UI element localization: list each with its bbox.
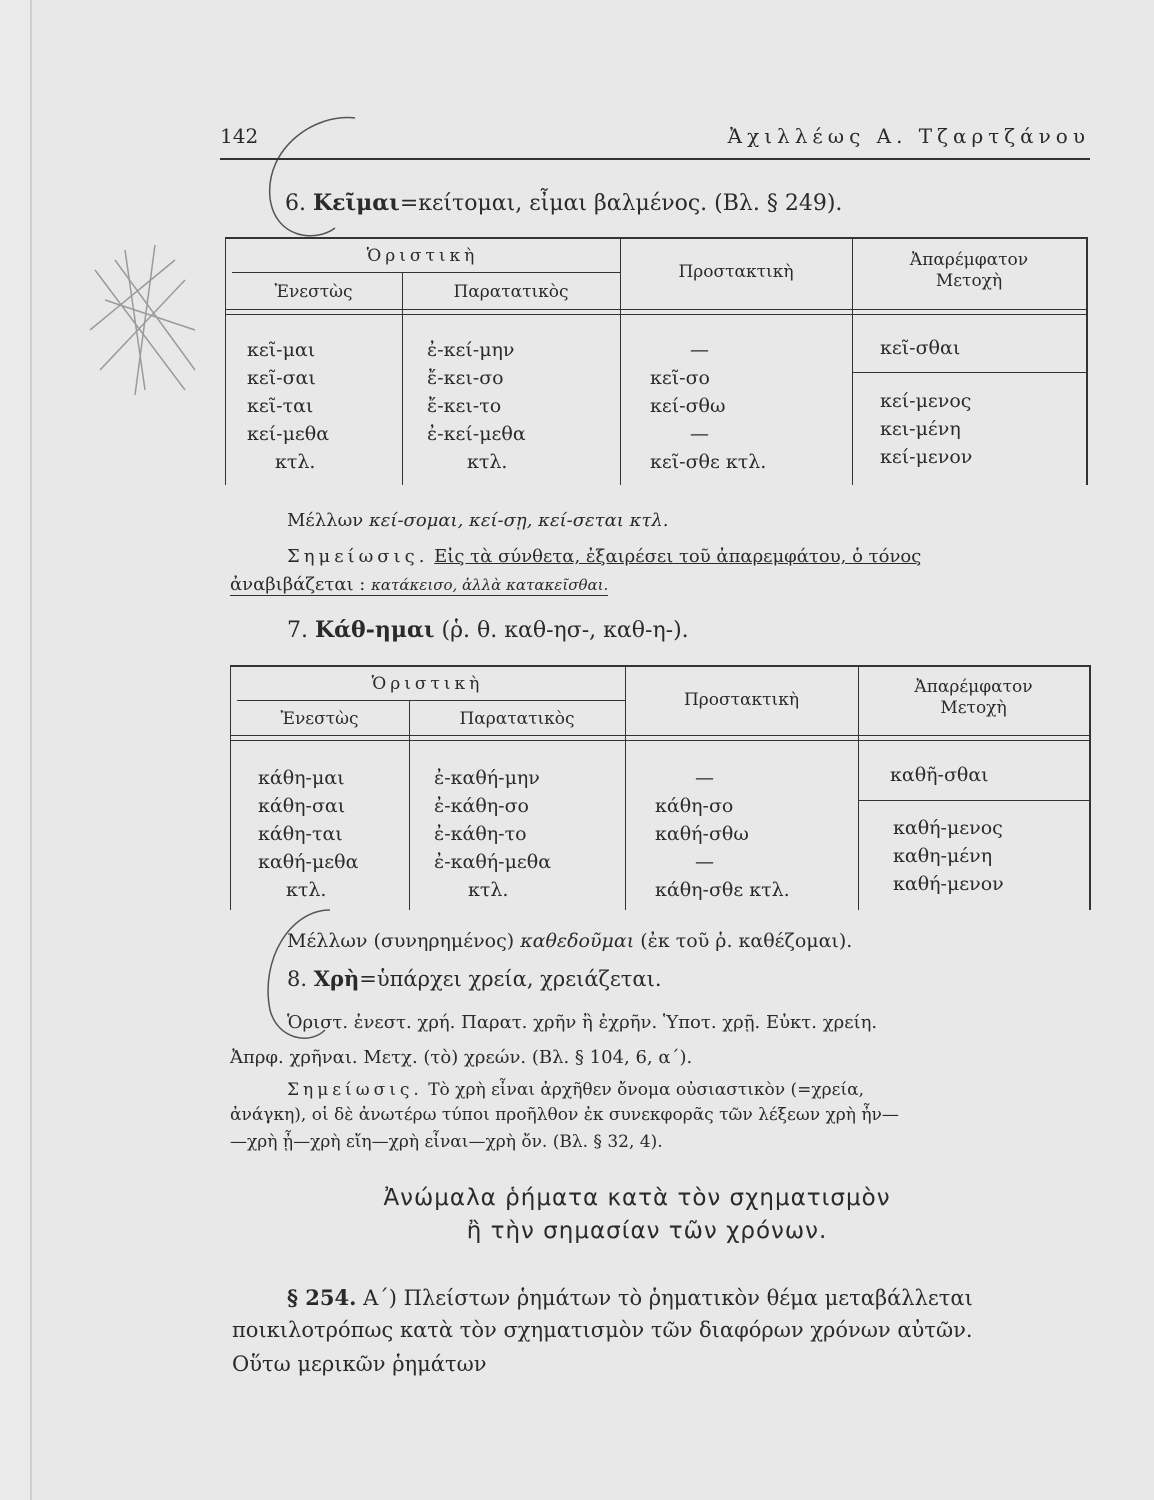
table2-imperative-column bbox=[655, 764, 790, 904]
verb-lemma: Κάθ-ημαι bbox=[315, 617, 435, 643]
verb-lemma: Χρὴ bbox=[313, 966, 360, 991]
table-cell: κεί-μενος bbox=[880, 390, 972, 412]
note-label: Σημείωσις. bbox=[287, 546, 429, 567]
table-cell: κεί-μεθα bbox=[247, 423, 330, 445]
table1-group-header: Ὁριστικὴ bbox=[366, 246, 479, 266]
note-label: Σημείωσις. bbox=[287, 1080, 423, 1100]
section-6-note bbox=[287, 546, 921, 567]
table-cell: κεῖ-σθε κτλ. bbox=[650, 451, 767, 473]
pencil-scribble bbox=[85, 240, 205, 400]
note-text: ἀναβιβάζεται : bbox=[230, 574, 366, 595]
table-cell: καθη-μένη bbox=[893, 845, 993, 867]
table-cell: κει-μένη bbox=[880, 418, 961, 440]
section-7-future bbox=[287, 930, 852, 952]
subheading-line1: Ἀνώμαλα ῥήματα κατὰ τὸν σχηματισμὸν bbox=[383, 1185, 891, 1211]
section-6-note-line2 bbox=[230, 574, 608, 596]
table-cell: — bbox=[695, 851, 714, 873]
table2-imperfect-column bbox=[434, 764, 551, 904]
future-label: Μέλλων bbox=[287, 930, 368, 952]
table1-col-infinitive: Ἀπαρέμφατον bbox=[909, 250, 1029, 270]
table1-infinitive-cell bbox=[880, 334, 960, 362]
future-tail: (ἐκ τοῦ ῥ. καθέζομαι). bbox=[640, 930, 853, 952]
section-8-note-line3: —χρὴ ᾖ—χρὴ εἴη—χρὴ εἶναι—χρὴ ὄν. (Βλ. § 32, 4). bbox=[230, 1132, 663, 1152]
table-cell: κτλ. bbox=[286, 879, 327, 901]
section-8-heading bbox=[287, 966, 662, 991]
table2-col-imperative: Προστακτικὴ bbox=[683, 690, 800, 710]
section-number: 6. bbox=[285, 191, 306, 216]
table1-imperative-column bbox=[650, 336, 766, 476]
table-cell: ἐ-καθή-μην bbox=[434, 767, 540, 789]
paragraph-text: Α΄) Πλείστων ῥημάτων τὸ ῥηματικὸν θέμα μεταβάλλεται bbox=[363, 1286, 973, 1310]
table1-participle-column bbox=[880, 387, 972, 471]
table-cell: κτλ. bbox=[275, 451, 316, 473]
table1-col-imperative: Προστακτικὴ bbox=[678, 262, 794, 282]
section-254-line2: ποικιλοτρόπως κατὰ τὸν σχηματισμὸν τῶν διαφόρων χρόνων αὐτῶν. bbox=[232, 1318, 973, 1342]
section-254-line3: Οὕτω μερικῶν ῥημάτων bbox=[232, 1352, 487, 1376]
future-label: Μέλλων bbox=[287, 510, 364, 531]
book-page bbox=[30, 0, 1154, 1500]
section-8-note bbox=[287, 1080, 864, 1100]
table2-participle-column bbox=[893, 814, 1004, 898]
table2-present-column bbox=[258, 764, 358, 904]
table2-col-present: Ἐνεστὼς bbox=[280, 709, 359, 729]
table-cell: κεῖ-σθαι bbox=[880, 337, 961, 359]
table-cell: ἔ-κει-σο bbox=[427, 367, 504, 389]
verb-lemma: Κεῖμαι bbox=[313, 190, 400, 216]
section-8-line1: Ὁριστ. ἐνεστ. χρή. Παρατ. χρῆν ἢ ἐχρῆν. Ὑποτ. χρῇ. Εὐκτ. χρείη. bbox=[287, 1012, 878, 1033]
table-cell: κεί-μενον bbox=[880, 446, 973, 468]
page-number: 142 bbox=[220, 124, 259, 148]
table2-infinitive-cell bbox=[890, 761, 989, 789]
table1-col-imperfect: Παρατατικὸς bbox=[453, 282, 569, 302]
section-6-future bbox=[287, 510, 668, 531]
section-8-line2: Ἀπρφ. χρῆναι. Μετχ. (τὸ) χρεών. (Βλ. § 104, 6, α΄). bbox=[230, 1047, 693, 1068]
table-cell: κεῖ-σο bbox=[650, 367, 710, 389]
section-8-note-line2: ἀνάγκη), οἱ δὲ ἀνωτέρω τύποι προῆλθον ἐκ συνεκφορᾶς τῶν λέξεων χρὴ ἦν— bbox=[230, 1105, 899, 1125]
table-cell: καθή-μεθα bbox=[258, 851, 359, 873]
note-text: Εἰς τὰ σύνθετα, ἐξαιρέσει τοῦ ἀπαρεμφάτου, ὁ τόνος bbox=[434, 546, 922, 567]
table2-col-imperfect: Παρατατικὸς bbox=[459, 709, 575, 729]
table-cell: καθή-μενος bbox=[893, 817, 1003, 839]
table-cell: κεῖ-μαι bbox=[247, 339, 316, 361]
verb-gloss: =κείτομαι, εἶμαι βαλμένος. (Βλ. § 249). bbox=[399, 191, 843, 216]
table1-imperfect-column bbox=[427, 336, 526, 476]
table-cell: καθῆ-σθαι bbox=[890, 764, 989, 786]
table-cell: καθή-σθω bbox=[655, 823, 749, 845]
future-form: καθεδοῦμαι bbox=[520, 930, 635, 952]
table-cell: ἐ-κεί-μην bbox=[427, 339, 515, 361]
section-number: 8. bbox=[287, 967, 308, 991]
table-cell: ἐ-καθή-μεθα bbox=[434, 851, 552, 873]
table-cell: ἐ-κεί-μεθα bbox=[427, 423, 526, 445]
page-header bbox=[220, 124, 1090, 160]
table-cell: — bbox=[695, 767, 714, 789]
table-cell: καθή-μενον bbox=[893, 873, 1004, 895]
table-cell: — bbox=[690, 423, 709, 445]
section-254-line1 bbox=[287, 1285, 973, 1310]
section-6-heading bbox=[285, 190, 842, 216]
table1-col-present: Ἐνεστὼς bbox=[274, 282, 353, 302]
table-cell: κάθη-σαι bbox=[258, 795, 346, 817]
table-cell: ἐ-κάθη-σο bbox=[434, 795, 529, 817]
table-cell: κτλ. bbox=[467, 451, 508, 473]
running-title: Ἀχιλλέως Α. Τζαρτζάνου bbox=[727, 124, 1090, 148]
table2-col-participle: Μετοχὴ bbox=[940, 698, 1007, 718]
table-cell: κεί-σθω bbox=[650, 395, 726, 417]
subheading-line2: ἢ τὴν σημασίαν τῶν χρόνων. bbox=[466, 1218, 828, 1244]
verb-gloss: =ὑπάρχει χρεία, χρειάζεται. bbox=[359, 967, 662, 991]
table-cell: — bbox=[690, 339, 709, 361]
table-cell: ἐ-κάθη-το bbox=[434, 823, 527, 845]
table-cell: κεῖ-ται bbox=[247, 395, 314, 417]
table-cell: κάθη-μαι bbox=[258, 767, 345, 789]
table1-col-participle: Μετοχὴ bbox=[935, 271, 1003, 291]
table-cell: κάθη-ται bbox=[258, 823, 343, 845]
future-forms: κεί-σομαι, κεί-σῃ, κεί-σεται κτλ. bbox=[368, 510, 669, 531]
future-text: (συνηρημένος) bbox=[373, 930, 515, 952]
table-cell: κτλ. bbox=[468, 879, 509, 901]
table2-col-infinitive: Ἀπαρέμφατον bbox=[914, 677, 1033, 697]
table-cell: κάθη-σθε κτλ. bbox=[655, 879, 790, 901]
note-text: Τὸ χρὴ εἶναι ἀρχῆθεν ὄνομα οὐσιαστικὸν (=χρεία, bbox=[428, 1080, 865, 1100]
section-number: 7. bbox=[287, 618, 308, 643]
table1-present-column bbox=[247, 336, 329, 476]
note-example: κατάκεισο, ἀλλὰ κατακεῖσθαι. bbox=[371, 576, 609, 594]
table-cell: ἔ-κει-το bbox=[427, 395, 502, 417]
verb-gloss: (ῥ. θ. καθ-ησ-, καθ-η-). bbox=[441, 618, 689, 643]
section-7-heading bbox=[287, 617, 689, 643]
table-cell: κεῖ-σαι bbox=[247, 367, 316, 389]
table2-group-header: Ὁριστικὴ bbox=[371, 674, 484, 694]
table-cell: κάθη-σο bbox=[655, 795, 734, 817]
section-label: § 254. bbox=[287, 1285, 357, 1310]
